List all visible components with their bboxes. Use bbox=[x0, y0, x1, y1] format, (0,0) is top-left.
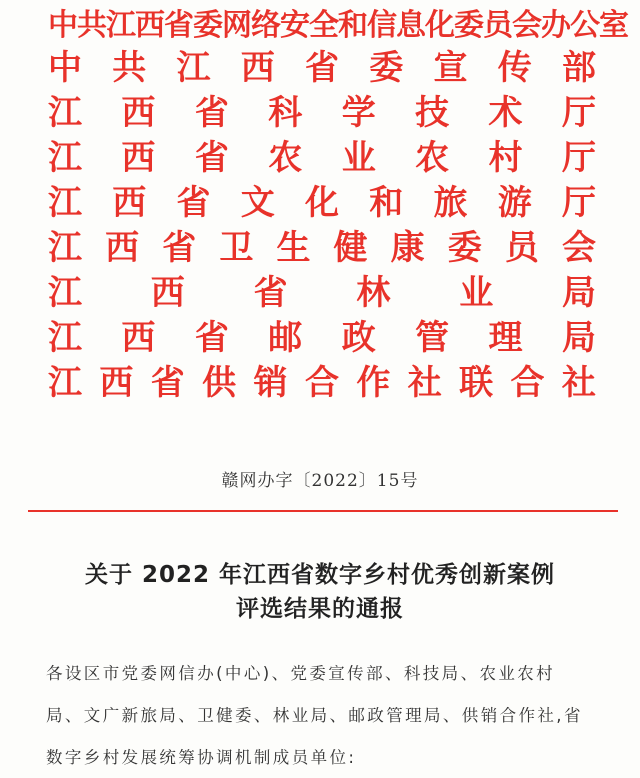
agency-line-1: 中共江西省委网络安全和信息化委员会办公室 bbox=[48, 7, 628, 43]
agency-char: 林 bbox=[356, 273, 391, 313]
issuing-agencies-header bbox=[48, 4, 628, 406]
agency-char: 文 bbox=[240, 183, 275, 223]
salutation-line-2: 局、文广新旅局、卫健委、林业局、邮政管理局、供销合作社,省 bbox=[46, 706, 583, 725]
agency-char: 社 bbox=[407, 363, 442, 403]
agency-char: 局 bbox=[561, 273, 596, 313]
agency-char: 共 bbox=[112, 48, 147, 88]
agency-char: 员 bbox=[504, 228, 539, 268]
agency-char: 传 bbox=[497, 48, 532, 88]
agency-char: 西 bbox=[105, 228, 140, 268]
agency-char: 西 bbox=[99, 363, 134, 403]
agency-char: 江 bbox=[48, 183, 82, 223]
agency-line-2 bbox=[48, 46, 596, 91]
salutation-line-3: 数字乡村发展统筹协调机制成员单位: bbox=[46, 748, 357, 767]
agency-char: 政 bbox=[341, 318, 376, 358]
agency-char: 江 bbox=[48, 138, 82, 178]
agency-line-7 bbox=[48, 271, 596, 316]
agency-char: 江 bbox=[176, 48, 211, 88]
agency-line-6 bbox=[48, 226, 596, 271]
agency-char: 生 bbox=[276, 228, 311, 268]
agency-char: 合 bbox=[304, 363, 339, 403]
agency-char: 厅 bbox=[561, 138, 596, 178]
agency-char: 作 bbox=[356, 363, 391, 403]
agency-char: 术 bbox=[488, 93, 523, 133]
agency-line-3 bbox=[48, 91, 596, 136]
agency-char: 厅 bbox=[562, 183, 596, 223]
agency-char: 会 bbox=[561, 228, 596, 268]
agency-char: 西 bbox=[240, 48, 275, 88]
agency-char: 西 bbox=[121, 93, 156, 133]
agency-char: 省 bbox=[194, 138, 229, 178]
agency-char: 中 bbox=[48, 48, 82, 88]
agency-char: 销 bbox=[253, 363, 288, 403]
agency-char: 卫 bbox=[219, 228, 254, 268]
agency-char: 技 bbox=[415, 93, 450, 133]
agency-char: 业 bbox=[459, 273, 494, 313]
agency-char: 村 bbox=[488, 138, 523, 178]
agency-line-8 bbox=[48, 316, 596, 361]
agency-char: 省 bbox=[194, 93, 229, 133]
agency-char: 部 bbox=[562, 48, 596, 88]
agency-char: 省 bbox=[176, 183, 211, 223]
agency-char: 宣 bbox=[433, 48, 468, 88]
agency-char: 江 bbox=[48, 318, 82, 358]
agency-char: 省 bbox=[194, 318, 229, 358]
agency-char: 委 bbox=[447, 228, 482, 268]
agency-char: 省 bbox=[253, 273, 288, 313]
agency-char: 委 bbox=[369, 48, 404, 88]
agency-char: 江 bbox=[48, 273, 82, 313]
agency-char: 省 bbox=[150, 363, 185, 403]
agency-char: 农 bbox=[268, 138, 303, 178]
agency-char: 学 bbox=[341, 93, 376, 133]
agency-char: 旅 bbox=[433, 183, 468, 223]
agency-char: 西 bbox=[121, 138, 156, 178]
document-title-line-1: 关于 2022 年江西省数字乡村优秀创新案例 bbox=[84, 562, 556, 588]
agency-char: 江 bbox=[48, 228, 82, 268]
agency-char: 厅 bbox=[561, 93, 596, 133]
agency-line-4 bbox=[48, 136, 596, 181]
agency-char: 西 bbox=[112, 183, 147, 223]
agency-char: 和 bbox=[369, 183, 404, 223]
document-number: 赣网办字〔2022〕15号 bbox=[221, 471, 419, 491]
agency-char: 联 bbox=[459, 363, 494, 403]
red-divider-line bbox=[28, 510, 618, 512]
agency-char: 供 bbox=[202, 363, 237, 403]
agency-line-9 bbox=[48, 361, 596, 406]
agency-char: 省 bbox=[162, 228, 197, 268]
agency-char: 江 bbox=[48, 93, 82, 133]
salutation-line-1: 各设区市党委网信办(中心)、党委宣传部、科技局、农业农村 bbox=[46, 664, 556, 683]
agency-char: 业 bbox=[341, 138, 376, 178]
document-title-line-2: 评选结果的通报 bbox=[236, 596, 404, 622]
agency-char: 江 bbox=[48, 363, 82, 403]
agency-char: 省 bbox=[305, 48, 339, 88]
agency-char: 邮 bbox=[268, 318, 303, 358]
agency-char: 西 bbox=[121, 318, 156, 358]
agency-char: 科 bbox=[268, 93, 303, 133]
agency-char: 农 bbox=[415, 138, 450, 178]
agency-char: 理 bbox=[488, 318, 523, 358]
agency-char: 局 bbox=[561, 318, 596, 358]
agency-char: 健 bbox=[333, 228, 368, 268]
agency-char: 西 bbox=[150, 273, 185, 313]
agency-char: 合 bbox=[510, 363, 545, 403]
agency-line-5 bbox=[48, 181, 596, 226]
agency-char: 社 bbox=[561, 363, 596, 403]
agency-char: 化 bbox=[305, 183, 339, 223]
agency-char: 管 bbox=[415, 318, 450, 358]
agency-char: 康 bbox=[390, 228, 425, 268]
agency-char: 游 bbox=[497, 183, 532, 223]
